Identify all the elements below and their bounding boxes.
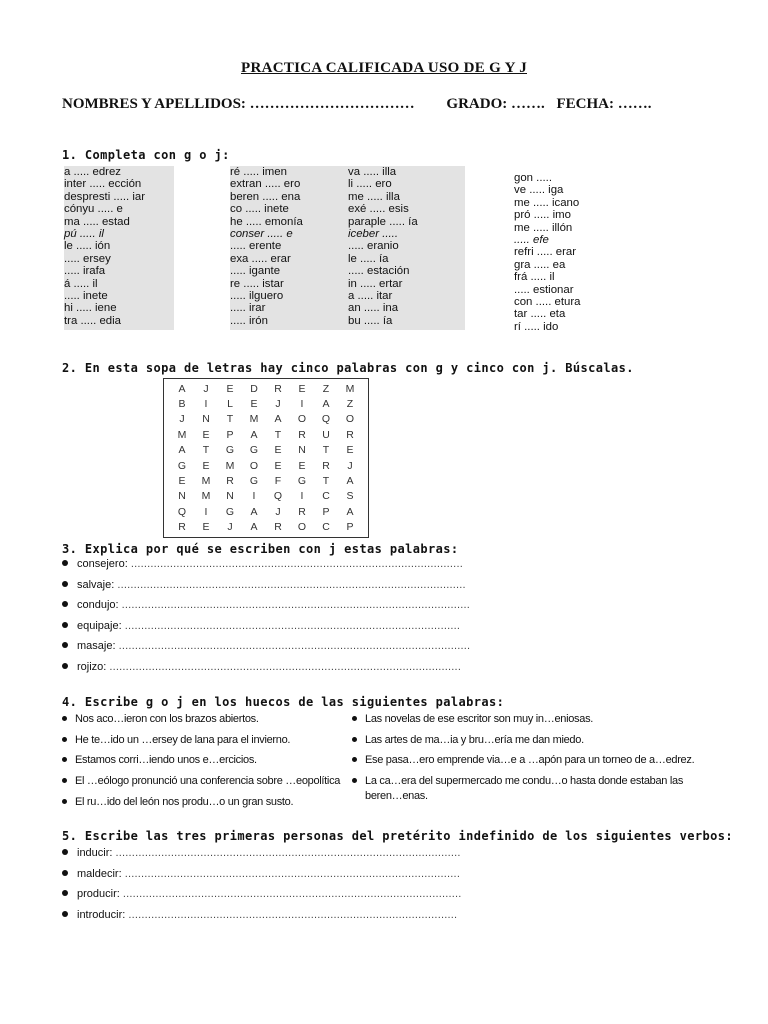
grid-letter[interactable]: N xyxy=(298,444,306,457)
grid-letter[interactable]: A xyxy=(250,505,258,518)
grid-letter[interactable]: J xyxy=(203,382,209,395)
answer-dots[interactable]: ............................................................................................................ xyxy=(118,640,471,653)
sentence-text: Las novelas de ese escritor son muy in…eniosas. xyxy=(365,713,594,725)
fill-word[interactable]: ma ..... estad xyxy=(64,215,130,228)
grid-letter[interactable]: N xyxy=(202,413,210,426)
bullet-icon xyxy=(62,581,68,587)
grid-letter[interactable]: T xyxy=(226,413,234,426)
section-4-left-list xyxy=(62,709,347,812)
grid-letter[interactable]: J xyxy=(227,521,233,534)
names-field[interactable]: NOMBRES Y APELLIDOS: …………………………… xyxy=(62,96,415,112)
fill-word[interactable]: conser ..... e xyxy=(230,227,293,240)
fill-word[interactable]: me ..... illa xyxy=(348,190,400,203)
grid-letter[interactable]: Q xyxy=(273,490,283,503)
fill-word[interactable]: á ..... il xyxy=(64,277,98,290)
grid-letter[interactable]: A xyxy=(250,521,258,534)
grid-letter[interactable]: P xyxy=(322,505,330,518)
grid-letter[interactable]: L xyxy=(227,398,233,411)
bullet-icon xyxy=(352,737,357,742)
grid-letter[interactable]: E xyxy=(346,444,354,457)
fill-word[interactable]: refri ..... erar xyxy=(514,246,577,259)
grade-field[interactable]: GRADO: ……. xyxy=(446,96,545,112)
fill-word[interactable]: paraple ..... ía xyxy=(348,215,418,228)
grid-letter[interactable]: J xyxy=(347,459,353,472)
bullet-icon xyxy=(352,716,357,721)
grid-letter[interactable]: P xyxy=(346,521,354,534)
fill-word[interactable]: ..... estación xyxy=(348,265,410,278)
grid-letter[interactable]: J xyxy=(275,505,281,518)
grid-letter[interactable]: G xyxy=(177,459,187,472)
answer-line[interactable] xyxy=(62,885,462,906)
grid-letter[interactable]: I xyxy=(252,490,256,503)
fill-word[interactable]: ..... inete xyxy=(64,289,108,302)
grid-row xyxy=(170,458,362,473)
grid-letter[interactable]: C xyxy=(322,521,330,534)
fill-word[interactable]: tar ..... eta xyxy=(514,308,566,321)
answer-dots[interactable]: ........................................................................................................ xyxy=(122,888,462,901)
grid-letter[interactable]: N xyxy=(178,490,186,503)
fill-word[interactable]: ..... ersey xyxy=(64,252,111,265)
bullet-icon xyxy=(62,737,67,742)
grid-letter[interactable]: T xyxy=(274,428,282,441)
fill-word[interactable]: pró ..... imo xyxy=(514,209,571,222)
bullet-icon xyxy=(62,716,67,721)
date-field[interactable]: FECHA: ……. xyxy=(556,96,652,112)
answer-dots[interactable]: ........................................................................................................... xyxy=(121,599,471,612)
grid-letter[interactable]: T xyxy=(322,444,330,457)
grid-letter[interactable]: I xyxy=(204,398,208,411)
fill-word[interactable]: cónyu ..... e xyxy=(64,203,123,216)
bullet-icon xyxy=(62,911,68,917)
sentence-text: El ru…ido del león nos produ…o un gran susto. xyxy=(75,795,294,808)
answer-line[interactable] xyxy=(62,636,470,657)
grid-letter[interactable]: A xyxy=(346,505,354,518)
grid-row xyxy=(170,504,362,519)
grid-letter[interactable]: E xyxy=(202,521,210,534)
grid-letter[interactable]: G xyxy=(297,475,307,488)
grid-letter[interactable]: M xyxy=(225,459,235,472)
bullet-icon xyxy=(62,849,68,855)
grid-letter[interactable]: M xyxy=(201,490,211,503)
answer-dots[interactable]: ....................................................................................................... xyxy=(124,867,461,880)
fill-word[interactable]: gon ..... xyxy=(514,172,552,184)
fill-word[interactable]: exa ..... erar xyxy=(230,252,291,265)
fill-word[interactable]: ..... estionar xyxy=(514,283,574,296)
sentence-item[interactable] xyxy=(352,730,684,751)
grid-letter[interactable]: E xyxy=(202,459,210,472)
grid-row xyxy=(170,473,362,488)
fill-word[interactable]: con ..... etura xyxy=(514,295,581,308)
grid-row xyxy=(170,443,362,458)
grid-letter[interactable]: S xyxy=(346,490,354,503)
grid-letter[interactable]: G xyxy=(225,505,235,518)
fill-word[interactable]: tra ..... edia xyxy=(64,314,121,327)
grid-letter[interactable]: I xyxy=(204,505,208,518)
sentence-item[interactable] xyxy=(352,709,684,730)
answer-dots[interactable]: ....................................................................................................... xyxy=(124,619,461,632)
fill-word[interactable]: rí ..... ido xyxy=(514,320,559,333)
grid-letter[interactable]: M xyxy=(177,428,187,441)
grid-letter[interactable]: O xyxy=(249,459,259,472)
grid-letter[interactable]: R xyxy=(322,459,330,472)
section-4-title: 4. Escribe g o j en los huecos de las siguientes palabras: xyxy=(62,695,505,709)
answer-label: salvaje: xyxy=(77,578,115,591)
grid-letter[interactable]: R xyxy=(178,521,186,534)
grid-letter[interactable]: J xyxy=(179,413,185,426)
bullet-icon xyxy=(62,778,67,783)
grid-letter[interactable]: M xyxy=(201,475,211,488)
answer-label: condujo: xyxy=(77,599,119,612)
grid-letter[interactable]: A xyxy=(250,428,258,441)
answer-dots[interactable]: ............................................................................................................ xyxy=(109,660,462,673)
grid-letter[interactable]: I xyxy=(300,398,304,411)
fill-word[interactable]: exé ..... esis xyxy=(348,203,409,216)
fill-word[interactable]: extran ..... ero xyxy=(230,178,301,191)
answer-line[interactable] xyxy=(62,865,462,886)
sentence-text: El …eólogo pronunció una conferencia sobre …eopolítica xyxy=(75,775,341,788)
fill-word[interactable]: me ..... illón xyxy=(514,221,573,234)
fill-word[interactable]: ..... ilguero xyxy=(230,289,284,302)
fill-word[interactable]: re ..... istar xyxy=(230,277,284,290)
section-1-title: 1. Completa con g o j: xyxy=(62,148,230,162)
grid-letter[interactable]: P xyxy=(226,428,234,441)
fill-word[interactable]: pú ..... il xyxy=(64,227,104,240)
grid-letter[interactable]: J xyxy=(275,398,281,411)
grid-letter[interactable]: A xyxy=(178,382,186,395)
section-2-title: 2. En esta sopa de letras hay cinco palabras con g y cinco con j. Búscalas. xyxy=(62,361,634,375)
grid-row xyxy=(170,427,362,442)
section-4-right-list xyxy=(352,709,695,804)
grid-letter[interactable]: T xyxy=(322,475,330,488)
fill-word[interactable]: me ..... icano xyxy=(514,196,580,209)
fill-word[interactable]: frá ..... il xyxy=(514,271,555,284)
grid-letter[interactable]: A xyxy=(346,475,354,488)
sentence-text: La ca…era del supermercado me condu…o hasta donde estaban las beren…enas. xyxy=(365,775,684,803)
fill-word[interactable]: ..... irón xyxy=(230,314,268,327)
grid-letter[interactable]: M xyxy=(345,382,355,395)
fill-word[interactable]: va ..... illa xyxy=(348,166,397,178)
bullet-icon xyxy=(352,757,357,762)
grid-letter[interactable]: Z xyxy=(322,382,330,395)
grid-letter[interactable]: Q xyxy=(321,413,331,426)
fill-word[interactable]: in ..... ertar xyxy=(348,277,403,290)
fill-word[interactable]: ..... irar xyxy=(230,302,266,315)
grid-row xyxy=(170,489,362,504)
fill-word[interactable]: ..... efe xyxy=(514,233,549,246)
answer-line[interactable] xyxy=(62,844,462,865)
grid-letter[interactable]: R xyxy=(298,505,306,518)
answer-label: maldecir: xyxy=(77,867,122,880)
word-search-grid[interactable] xyxy=(163,378,369,538)
word-column-4 xyxy=(514,172,614,336)
grid-letter[interactable]: C xyxy=(322,490,330,503)
grid-letter[interactable]: G xyxy=(225,444,235,457)
word-column-1 xyxy=(64,166,174,330)
fill-word[interactable]: le ..... ía xyxy=(348,252,389,265)
answer-label: inducir: xyxy=(77,847,113,859)
fill-word[interactable]: ..... eranio xyxy=(348,240,399,253)
grid-letter[interactable]: B xyxy=(178,398,186,411)
grid-row xyxy=(170,412,362,427)
grid-letter[interactable]: G xyxy=(249,444,259,457)
answer-dots[interactable]: ..................................................................................................... xyxy=(128,908,458,921)
answer-line[interactable] xyxy=(62,906,462,927)
answer-label: consejero: xyxy=(77,558,128,570)
answer-line[interactable] xyxy=(62,595,470,616)
bullet-icon xyxy=(62,799,67,804)
grid-letter[interactable]: Z xyxy=(346,398,354,411)
grid-letter[interactable]: F xyxy=(274,475,282,488)
grid-letter[interactable]: E xyxy=(298,382,306,395)
answer-label: rojizo: xyxy=(77,660,107,673)
grid-letter[interactable]: G xyxy=(249,475,259,488)
bullet-icon xyxy=(62,890,68,896)
grid-letter[interactable]: O xyxy=(297,413,307,426)
fill-word[interactable]: a ..... edrez xyxy=(64,166,121,178)
bullet-icon xyxy=(62,560,68,566)
grid-letter[interactable]: T xyxy=(202,444,210,457)
word-column-2 xyxy=(230,166,348,330)
student-info-line xyxy=(62,96,652,113)
fill-word[interactable]: ..... igante xyxy=(230,265,281,278)
fill-word[interactable]: iceber ..... xyxy=(348,227,402,240)
sentence-item[interactable] xyxy=(62,709,347,730)
fill-word[interactable]: despresti ..... iar xyxy=(64,190,146,203)
grid-letter[interactable]: E xyxy=(274,444,282,457)
grid-letter[interactable]: E xyxy=(274,459,282,472)
answer-label: producir: xyxy=(77,888,120,901)
bullet-icon xyxy=(62,601,68,607)
bullet-icon xyxy=(62,622,68,628)
bullet-icon xyxy=(62,757,67,762)
sentence-item[interactable] xyxy=(352,750,695,771)
sentence-item[interactable] xyxy=(62,750,347,771)
answer-line[interactable] xyxy=(62,575,470,596)
bullet-icon xyxy=(352,778,357,783)
grid-letter[interactable]: E xyxy=(298,459,306,472)
grid-letter[interactable]: U xyxy=(322,428,330,441)
grid-letter[interactable]: R xyxy=(274,521,282,534)
fill-word[interactable]: le ..... ión xyxy=(64,240,111,253)
fill-word[interactable]: ..... irafa xyxy=(64,265,106,278)
answer-line[interactable] xyxy=(62,616,470,637)
fill-word[interactable]: inter ..... ección xyxy=(64,178,142,191)
grid-letter[interactable]: A xyxy=(322,398,330,411)
grid-row xyxy=(170,381,362,396)
section-3-list xyxy=(62,554,470,678)
fill-word[interactable]: an ..... ina xyxy=(348,302,399,315)
sentence-text: Estamos corri…iendo unos e…ercicios. xyxy=(75,754,257,767)
section-3-title: 3. Explica por qué se escriben con j estas palabras: xyxy=(62,542,459,556)
fill-word[interactable]: hi ..... iene xyxy=(64,302,117,315)
grid-letter[interactable]: O xyxy=(345,413,355,426)
sentence-item[interactable] xyxy=(352,771,684,804)
grid-row xyxy=(170,396,362,411)
bullet-icon xyxy=(62,663,68,669)
sentence-text: Ese pasa…ero emprende via…e a …apón para un torneo de a…edrez. xyxy=(365,754,695,767)
answer-line[interactable] xyxy=(62,554,470,575)
grid-letter[interactable]: I xyxy=(300,490,304,503)
grid-letter[interactable]: E xyxy=(226,382,234,395)
fill-word[interactable]: gra ..... ea xyxy=(514,258,566,271)
grid-row xyxy=(170,520,362,535)
answer-dots[interactable]: ........................................................................................................... xyxy=(117,578,466,591)
grid-letter[interactable]: N xyxy=(226,490,234,503)
sentence-text: Las artes de ma…ia y bru…ería me dan miedo. xyxy=(365,733,584,746)
bullet-icon xyxy=(62,642,68,648)
fill-word[interactable]: ré ..... imen xyxy=(230,166,287,178)
grid-letter[interactable]: O xyxy=(297,521,307,534)
page-title: PRACTICA CALIFICADA USO DE G Y J xyxy=(240,60,527,76)
fill-word[interactable]: ve ..... iga xyxy=(514,184,564,197)
answer-label: equipaje: xyxy=(77,619,122,632)
fill-word[interactable]: li ..... ero xyxy=(348,178,392,191)
grid-letter[interactable]: M xyxy=(249,413,259,426)
bullet-icon xyxy=(62,870,68,876)
fill-word[interactable]: ..... erente xyxy=(230,240,282,253)
fill-word[interactable]: a ..... itar xyxy=(348,289,393,302)
sentence-text: Nos aco…ieron con los brazos abiertos. xyxy=(75,713,259,725)
grid-letter[interactable]: R xyxy=(346,428,354,441)
grid-letter[interactable]: E xyxy=(202,428,210,441)
fill-word[interactable]: beren ..... ena xyxy=(230,190,301,203)
answer-line[interactable] xyxy=(62,657,470,678)
section-5-list xyxy=(62,844,462,926)
grid-letter[interactable]: A xyxy=(178,444,186,457)
grid-letter[interactable]: E xyxy=(178,475,186,488)
grid-letter[interactable]: R xyxy=(226,475,234,488)
grid-letter[interactable]: R xyxy=(298,428,306,441)
sentence-item[interactable] xyxy=(62,792,347,813)
grid-letter[interactable]: Q xyxy=(177,505,187,518)
fill-word[interactable]: co ..... inete xyxy=(230,203,289,216)
grid-letter[interactable]: D xyxy=(250,382,258,395)
sentence-item[interactable] xyxy=(62,771,347,792)
fill-word[interactable]: bu ..... ía xyxy=(348,314,393,327)
word-column-3 xyxy=(348,166,465,330)
grid-letter[interactable]: A xyxy=(274,413,282,426)
answer-dots[interactable]: ...................................................................................................... xyxy=(130,558,463,570)
answer-label: introducir: xyxy=(77,908,126,921)
grid-letter[interactable]: E xyxy=(250,398,258,411)
sentence-item[interactable] xyxy=(62,730,347,751)
section-5-title: 5. Escribe las tres primeras personas del pretérito indefinido de los siguientes verbos: xyxy=(62,829,733,843)
answer-dots[interactable]: .......................................................................................................... xyxy=(115,847,461,859)
fill-word[interactable]: he ..... emonía xyxy=(230,215,303,228)
sentence-text: He te…ido un …ersey de lana para el invierno. xyxy=(75,733,291,746)
grid-letter[interactable]: R xyxy=(274,382,282,395)
answer-label: masaje: xyxy=(77,640,116,653)
